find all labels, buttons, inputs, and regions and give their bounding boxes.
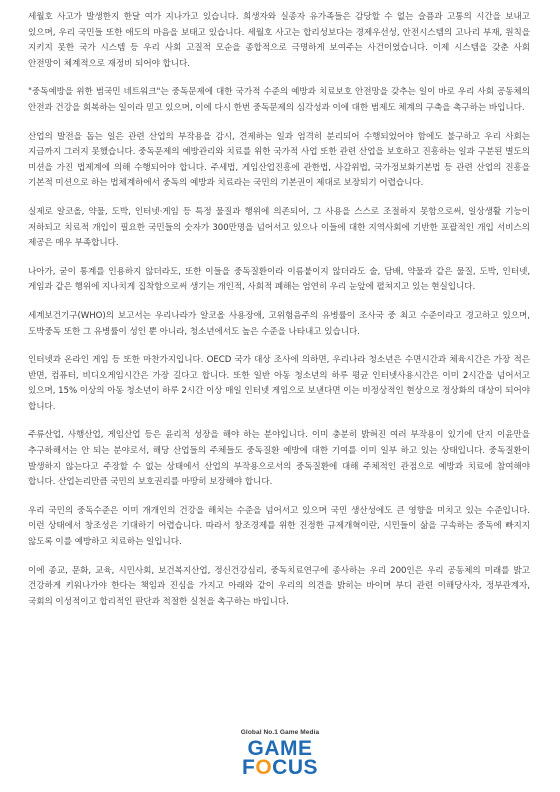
article-body (28, 10, 530, 610)
paragraph-6: 세계보건기구(WHO)의 보고서는 우리나라가 알코올 사용장애, 고위험음주의 유병률이 조사국 중 최고 수준이라고 경고하고 있으며, 도박중독 또한 그 유병률이 성인 뿐 아니라, 청소년에서도 높은 수준을 나타내고 있습니다. (28, 310, 530, 337)
paragraph-8: 주류산업, 사행산업, 게임산업 등은 윤리적 성장을 해야 하는 분야입니다. 이미 충분히 밝혀진 여러 부작용이 있기에 단지 이윤만을 추구하해서는 안 되는 분야로서, 해당 산업들의 주체들도 중독질환 예방에 대한 기여를 이미 일부 하고 있는 상태입니다. 중독질환이 발생하지 않는다고 주장할 수 없는 상태에서 산업의 부작용으로서의 중독질환에 대해 주체적인 관점으로 예방과 치료에 참여해야 합니다. 산업논리만큼 국민의 보호권리를 마땅히 보장해야 합니다. (28, 430, 530, 488)
logo-word-game: GAME (247, 736, 313, 760)
logo-focus-rest: CUS (272, 755, 318, 779)
paragraph-7: 인터넷과 온라인 게임 등 또한 마찬가지입니다. OECD 국가 대상 조사에 의하면, 우리나라 청소년은 수면시간과 체육시간은 가장 적은 반면, 컴퓨터, 비디오게임시간은 가장 길다고 합니다. 또한 일반 아동 청소년의 하루 평균 인터넷사용시간은 이미 2시간을 넘어서고 있으며, 15% 이상의 아동 청소년이 하루 2시간 이상 매일 인터넷 게임으로 보낸다면 이는 비정상적인 현상으로 정상화의 대상이 되어야 합니다. (28, 355, 530, 412)
logo-word-focus (0, 755, 560, 779)
logo-focus-f: F (241, 755, 256, 779)
logo-focus-o: O (255, 755, 273, 779)
paragraph-5: 나아가, 굳이 통계를 인용하지 않더라도, 또한 이들을 중독질환이라 이름붙이지 않더라도 술, 담배, 약물과 같은 물질, 도박, 인터넷, 게임과 같은 행위에 지나치게 집착함으로써 생기는 개인적, 사회적 폐해는 엄연히 우리 눈앞에 펼쳐지고 있는 현실입니다. (28, 266, 530, 293)
paragraph-2: "중독예방을 위한 범국민 네트워크"는 중독문제에 대한 국가적 수준의 예방과 치료보호 안전망을 갖추는 일이 바로 우리 사회 공동체의 안전과 건강을 회복하는 일이라 믿고 있으며, 이에 다시 한번 중독문제의 심각성과 이에 대한 범제도 체계의 구축을 촉구하는 바입니다. (28, 87, 530, 113)
gamefocus-logo (0, 730, 560, 778)
paragraph-10: 이에 종교, 문화, 교육, 시민사회, 보건복지산업, 정신건강심리, 중독치료연구에 종사하는 우리 200인은 우리 공동체의 미래를 밝고 건강하게 키워나가야 한다는 책임과 진심을 가지고 아래와 같이 우리의 의견을 밝히는 바이며 부디 관련 이해당사자, 정부관계자, 국회의 이성적이고 합리적인 판단과 적절한 실천을 촉구하는 바입니다. (28, 565, 530, 607)
paragraph-3: 산업의 발전을 돕는 일은 관련 산업의 부작용을 감시, 견제하는 일과 엄격히 분리되어 수행되었어야 함에도 불구하고 우리 사회는 지금까지 그러지 못했습니다. 중독문제의 예방관리와 치료를 위한 국가적 사업 또한 관련 산업을 보호하고 진흥하는 일과 구분된 별도의 미션을 가진 법제계에 의해 수행되어야 합니다. 주세법, 게임산업진흥에 관한법, 사감위법, 국가정보화기본법 등 관련 산업의 진흥을 기본적 미션으로 하는 법체계하에서 중독의 예방과 치료라는 국민의 기본권이 제대로 보장되기 어렵습니다. (28, 131, 530, 189)
logo-tagline: Global No.1 Game Media (240, 729, 320, 736)
paragraph-9: 우리 국민의 중독수준은 이미 개개인의 건강을 해치는 수준을 넘어서고 있으며 국민 생산성에도 큰 영향을 미치고 있는 수준입니다. 이런 상태에서 창조성은 기대하기 어렵습니다. 따라서 창조경제를 위한 진정한 규제개혁이란, 시민들이 삶을 구속하는 중독에 빠지지 않도록 이를 예방하고 치료하는 일입니다. (28, 505, 530, 548)
paragraph-4: 실제로 알코올, 약물, 도박, 인터넷·게임 등 특정 물질과 행위에 의존되어, 그 사용을 스스로 조절하지 못함으로써, 일상생활 기능이 저하되고 치료적 개입이 필요한 국민들의 숫자가 300만명을 넘어서고 있으나 이들에 대한 지역사회에 기반한 포괄적인 개입 서비스의 제공은 매우 부족합니다. (28, 206, 530, 249)
paragraph-1: 세월호 사고가 발생한지 한달 여가 지나가고 있습니다. 희생자와 실종자 유가족들은 감당할 수 없는 슬픔과 고통의 시간을 보내고 있으며, 우리 국민들 또한 애도의 마음을 보태고 있습니다. 세월호 사고는 합리성보다는 경제우선성, 안전시스템의 고나리 부재, 원칙을 지키지 못한 국가 시스템 등 우리 사회 고질적 모순을 종합적으로 극명하게 보여주는 사건이었습니다. 이제 시스템을 갖춘 사회 안전망이 체계적으로 재정비 되어야 합니다. (28, 12, 530, 69)
